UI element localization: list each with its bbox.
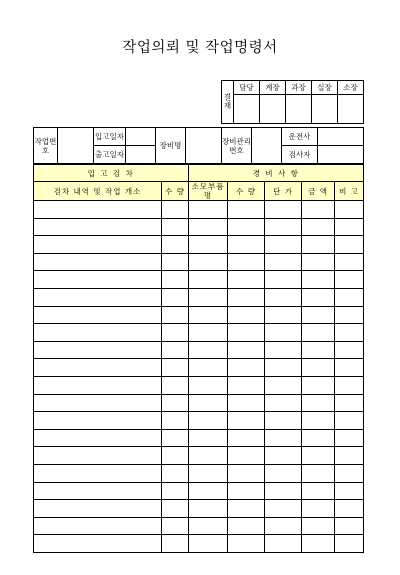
- table-cell[interactable]: [265, 359, 302, 377]
- table-row: [34, 517, 364, 535]
- table-cell[interactable]: [189, 464, 228, 482]
- table-cell[interactable]: [335, 201, 364, 219]
- inspector-label: 검사자: [282, 146, 318, 164]
- table-cell[interactable]: [265, 482, 302, 500]
- table-row: [34, 236, 364, 254]
- table-cell[interactable]: [34, 201, 162, 219]
- table-cell[interactable]: [162, 429, 189, 447]
- table-row: [34, 306, 364, 324]
- table-cell[interactable]: [162, 447, 189, 465]
- table-cell[interactable]: [335, 500, 364, 518]
- table-cell[interactable]: [189, 253, 228, 271]
- table-cell[interactable]: [335, 218, 364, 236]
- work-no-label: 작업번호: [34, 128, 58, 164]
- table-cell[interactable]: [335, 288, 364, 306]
- table-cell[interactable]: [34, 271, 162, 289]
- table-row: [34, 447, 364, 465]
- table-cell[interactable]: [162, 376, 189, 394]
- table-cell[interactable]: [189, 376, 228, 394]
- approval-header-4: 소장: [338, 81, 364, 95]
- table-cell[interactable]: [34, 359, 162, 377]
- table-cell[interactable]: [335, 253, 364, 271]
- table-row: [34, 324, 364, 342]
- table-cell[interactable]: [335, 482, 364, 500]
- table-cell[interactable]: [162, 201, 189, 219]
- equipment-mgmt-no-field[interactable]: [252, 128, 282, 164]
- table-cell[interactable]: [34, 482, 162, 500]
- table-cell[interactable]: [189, 201, 228, 219]
- table-cell[interactable]: [162, 271, 189, 289]
- out-date-field[interactable]: [126, 146, 156, 164]
- table-cell[interactable]: [265, 201, 302, 219]
- table-cell[interactable]: [302, 253, 335, 271]
- table-cell[interactable]: [335, 447, 364, 465]
- table-cell[interactable]: [34, 236, 162, 254]
- table-cell[interactable]: [265, 324, 302, 342]
- table-cell[interactable]: [162, 500, 189, 518]
- table-row: [34, 394, 364, 412]
- table-cell[interactable]: [34, 394, 162, 412]
- page-title: 작업의뢰 및 작업명령서: [122, 40, 278, 56]
- table-cell[interactable]: [189, 429, 228, 447]
- col-qty: 수 량: [162, 182, 189, 201]
- approval-label-cell: [222, 81, 234, 124]
- driver-field[interactable]: [318, 128, 364, 146]
- inspector-field[interactable]: [318, 146, 364, 164]
- table-cell[interactable]: [189, 236, 228, 254]
- table-cell[interactable]: [189, 500, 228, 518]
- table-cell[interactable]: [335, 464, 364, 482]
- col-unit-price: 단 가: [265, 182, 302, 201]
- table-row: [34, 500, 364, 518]
- work-info-table: [33, 127, 364, 164]
- table-cell[interactable]: [189, 341, 228, 359]
- table-cell[interactable]: [189, 394, 228, 412]
- table-cell[interactable]: [189, 359, 228, 377]
- table-cell[interactable]: [228, 306, 265, 324]
- in-date-field[interactable]: [126, 128, 156, 146]
- table-cell[interactable]: [265, 447, 302, 465]
- table-cell[interactable]: [302, 218, 335, 236]
- table-cell[interactable]: [189, 324, 228, 342]
- table-cell[interactable]: [34, 464, 162, 482]
- table-cell[interactable]: [302, 288, 335, 306]
- equipment-label: 장비명: [156, 128, 186, 164]
- approval-header-0: 담당: [234, 81, 260, 95]
- work-no-field[interactable]: [58, 128, 94, 164]
- table-cell[interactable]: [189, 412, 228, 430]
- table-cell[interactable]: [162, 324, 189, 342]
- approval-sign-cell-1[interactable]: [260, 95, 286, 124]
- table-cell[interactable]: [302, 464, 335, 482]
- table-cell[interactable]: [265, 394, 302, 412]
- table-cell[interactable]: [302, 412, 335, 430]
- table-cell[interactable]: [162, 218, 189, 236]
- table-cell[interactable]: [189, 288, 228, 306]
- table-row: [34, 341, 364, 359]
- table-cell[interactable]: [302, 359, 335, 377]
- approval-label: 결재: [223, 92, 232, 110]
- table-cell[interactable]: [302, 236, 335, 254]
- table-body: [34, 201, 364, 553]
- equipment-field[interactable]: [186, 128, 222, 164]
- table-cell[interactable]: [265, 306, 302, 324]
- table-cell[interactable]: [34, 429, 162, 447]
- table-cell[interactable]: [189, 447, 228, 465]
- table-cell[interactable]: [335, 517, 364, 535]
- section-inspection: 입 고 검 차: [34, 165, 189, 182]
- table-cell[interactable]: [228, 359, 265, 377]
- table-cell[interactable]: [265, 517, 302, 535]
- table-row: [34, 535, 364, 553]
- approval-header-1: 계장: [260, 81, 286, 95]
- table-cell[interactable]: [265, 218, 302, 236]
- table-cell[interactable]: [302, 429, 335, 447]
- table-cell[interactable]: [228, 429, 265, 447]
- table-cell[interactable]: [189, 306, 228, 324]
- col-qty2: 수 량: [228, 182, 265, 201]
- table-cell[interactable]: [302, 306, 335, 324]
- table-cell[interactable]: [189, 271, 228, 289]
- table-cell[interactable]: [34, 376, 162, 394]
- col-remarks: 비 고: [335, 182, 364, 201]
- col-consumable: 소모부품명: [189, 182, 228, 201]
- table-cell[interactable]: [228, 341, 265, 359]
- table-cell[interactable]: [335, 341, 364, 359]
- table-cell[interactable]: [335, 271, 364, 289]
- approval-sign-cell-3[interactable]: [312, 95, 338, 124]
- table-cell[interactable]: [162, 359, 189, 377]
- table-cell[interactable]: [228, 535, 265, 553]
- table-cell[interactable]: [34, 412, 162, 430]
- table-cell[interactable]: [228, 517, 265, 535]
- table-cell[interactable]: [265, 535, 302, 553]
- table-cell[interactable]: [265, 429, 302, 447]
- approval-sign-cell-4[interactable]: [338, 95, 364, 124]
- table-cell[interactable]: [302, 376, 335, 394]
- table-cell[interactable]: [34, 535, 162, 553]
- table-cell[interactable]: [162, 236, 189, 254]
- table-cell[interactable]: [228, 464, 265, 482]
- table-row: [34, 288, 364, 306]
- approval-table: [221, 80, 364, 124]
- table-row: [34, 482, 364, 500]
- driver-label: 운전사: [282, 128, 318, 146]
- table-cell[interactable]: [228, 324, 265, 342]
- table-cell[interactable]: [34, 324, 162, 342]
- table-cell[interactable]: [265, 376, 302, 394]
- table-cell[interactable]: [302, 341, 335, 359]
- table-cell[interactable]: [335, 412, 364, 430]
- table-cell[interactable]: [34, 517, 162, 535]
- table-cell[interactable]: [34, 341, 162, 359]
- table-row: [34, 429, 364, 447]
- table-cell[interactable]: [228, 288, 265, 306]
- table-cell[interactable]: [34, 447, 162, 465]
- approval-sign-cell-2[interactable]: [286, 95, 312, 124]
- table-row: [34, 218, 364, 236]
- table-cell[interactable]: [335, 324, 364, 342]
- table-cell[interactable]: [335, 429, 364, 447]
- table-cell[interactable]: [162, 517, 189, 535]
- table-cell[interactable]: [228, 218, 265, 236]
- approval-header-2: 과장: [286, 81, 312, 95]
- table-row: [34, 201, 364, 219]
- table-cell[interactable]: [302, 271, 335, 289]
- table-cell[interactable]: [162, 394, 189, 412]
- table-cell[interactable]: [265, 271, 302, 289]
- table-cell[interactable]: [162, 253, 189, 271]
- table-cell[interactable]: [228, 412, 265, 430]
- table-cell[interactable]: [228, 253, 265, 271]
- table-cell[interactable]: [265, 500, 302, 518]
- in-date-label: 입고일자: [94, 128, 126, 146]
- table-cell[interactable]: [162, 464, 189, 482]
- table-row: [34, 376, 364, 394]
- table-cell[interactable]: [228, 376, 265, 394]
- table-cell[interactable]: [335, 535, 364, 553]
- equipment-mgmt-no-label: 장비관리번호: [222, 128, 252, 164]
- table-cell[interactable]: [162, 288, 189, 306]
- table-cell[interactable]: [265, 236, 302, 254]
- table-row: [34, 464, 364, 482]
- table-cell[interactable]: [335, 394, 364, 412]
- table-cell[interactable]: [302, 500, 335, 518]
- approval-sign-cell-0[interactable]: [234, 95, 260, 124]
- table-cell[interactable]: [189, 482, 228, 500]
- table-cell[interactable]: [228, 482, 265, 500]
- table-cell[interactable]: [162, 306, 189, 324]
- table-cell[interactable]: [228, 394, 265, 412]
- table-row: [34, 271, 364, 289]
- table-cell[interactable]: [335, 359, 364, 377]
- table-cell[interactable]: [302, 394, 335, 412]
- table-row: [34, 253, 364, 271]
- table-cell[interactable]: [162, 535, 189, 553]
- table-cell[interactable]: [302, 517, 335, 535]
- table-cell[interactable]: [162, 341, 189, 359]
- table-cell[interactable]: [189, 535, 228, 553]
- table-cell[interactable]: [228, 500, 265, 518]
- table-cell[interactable]: [265, 412, 302, 430]
- table-cell[interactable]: [265, 253, 302, 271]
- table-cell[interactable]: [302, 535, 335, 553]
- table-cell[interactable]: [34, 253, 162, 271]
- table-row: [34, 412, 364, 430]
- table-cell[interactable]: [228, 447, 265, 465]
- table-cell[interactable]: [265, 464, 302, 482]
- table-cell[interactable]: [34, 500, 162, 518]
- table-cell[interactable]: [265, 288, 302, 306]
- table-cell[interactable]: [302, 482, 335, 500]
- table-row: [34, 359, 364, 377]
- table-cell[interactable]: [335, 376, 364, 394]
- table-cell[interactable]: [302, 324, 335, 342]
- approval-header-3: 실장: [312, 81, 338, 95]
- table-cell[interactable]: [34, 288, 162, 306]
- table-cell[interactable]: [34, 218, 162, 236]
- table-cell[interactable]: [189, 517, 228, 535]
- table-cell[interactable]: [162, 412, 189, 430]
- table-cell[interactable]: [265, 341, 302, 359]
- table-cell[interactable]: [335, 236, 364, 254]
- table-cell[interactable]: [335, 306, 364, 324]
- work-detail-table: [33, 164, 364, 553]
- table-cell[interactable]: [302, 447, 335, 465]
- table-cell[interactable]: [162, 482, 189, 500]
- col-amount: 금 액: [302, 182, 335, 201]
- table-cell[interactable]: [34, 306, 162, 324]
- table-cell[interactable]: [228, 236, 265, 254]
- table-cell[interactable]: [189, 218, 228, 236]
- table-cell[interactable]: [228, 271, 265, 289]
- out-date-label: 출고일자: [94, 146, 126, 164]
- col-inspection-detail: 검차 내역 및 작업 개소: [34, 182, 162, 201]
- section-expenses: 경 비 사 항: [189, 165, 364, 182]
- table-cell[interactable]: [302, 201, 335, 219]
- table-cell[interactable]: [228, 201, 265, 219]
